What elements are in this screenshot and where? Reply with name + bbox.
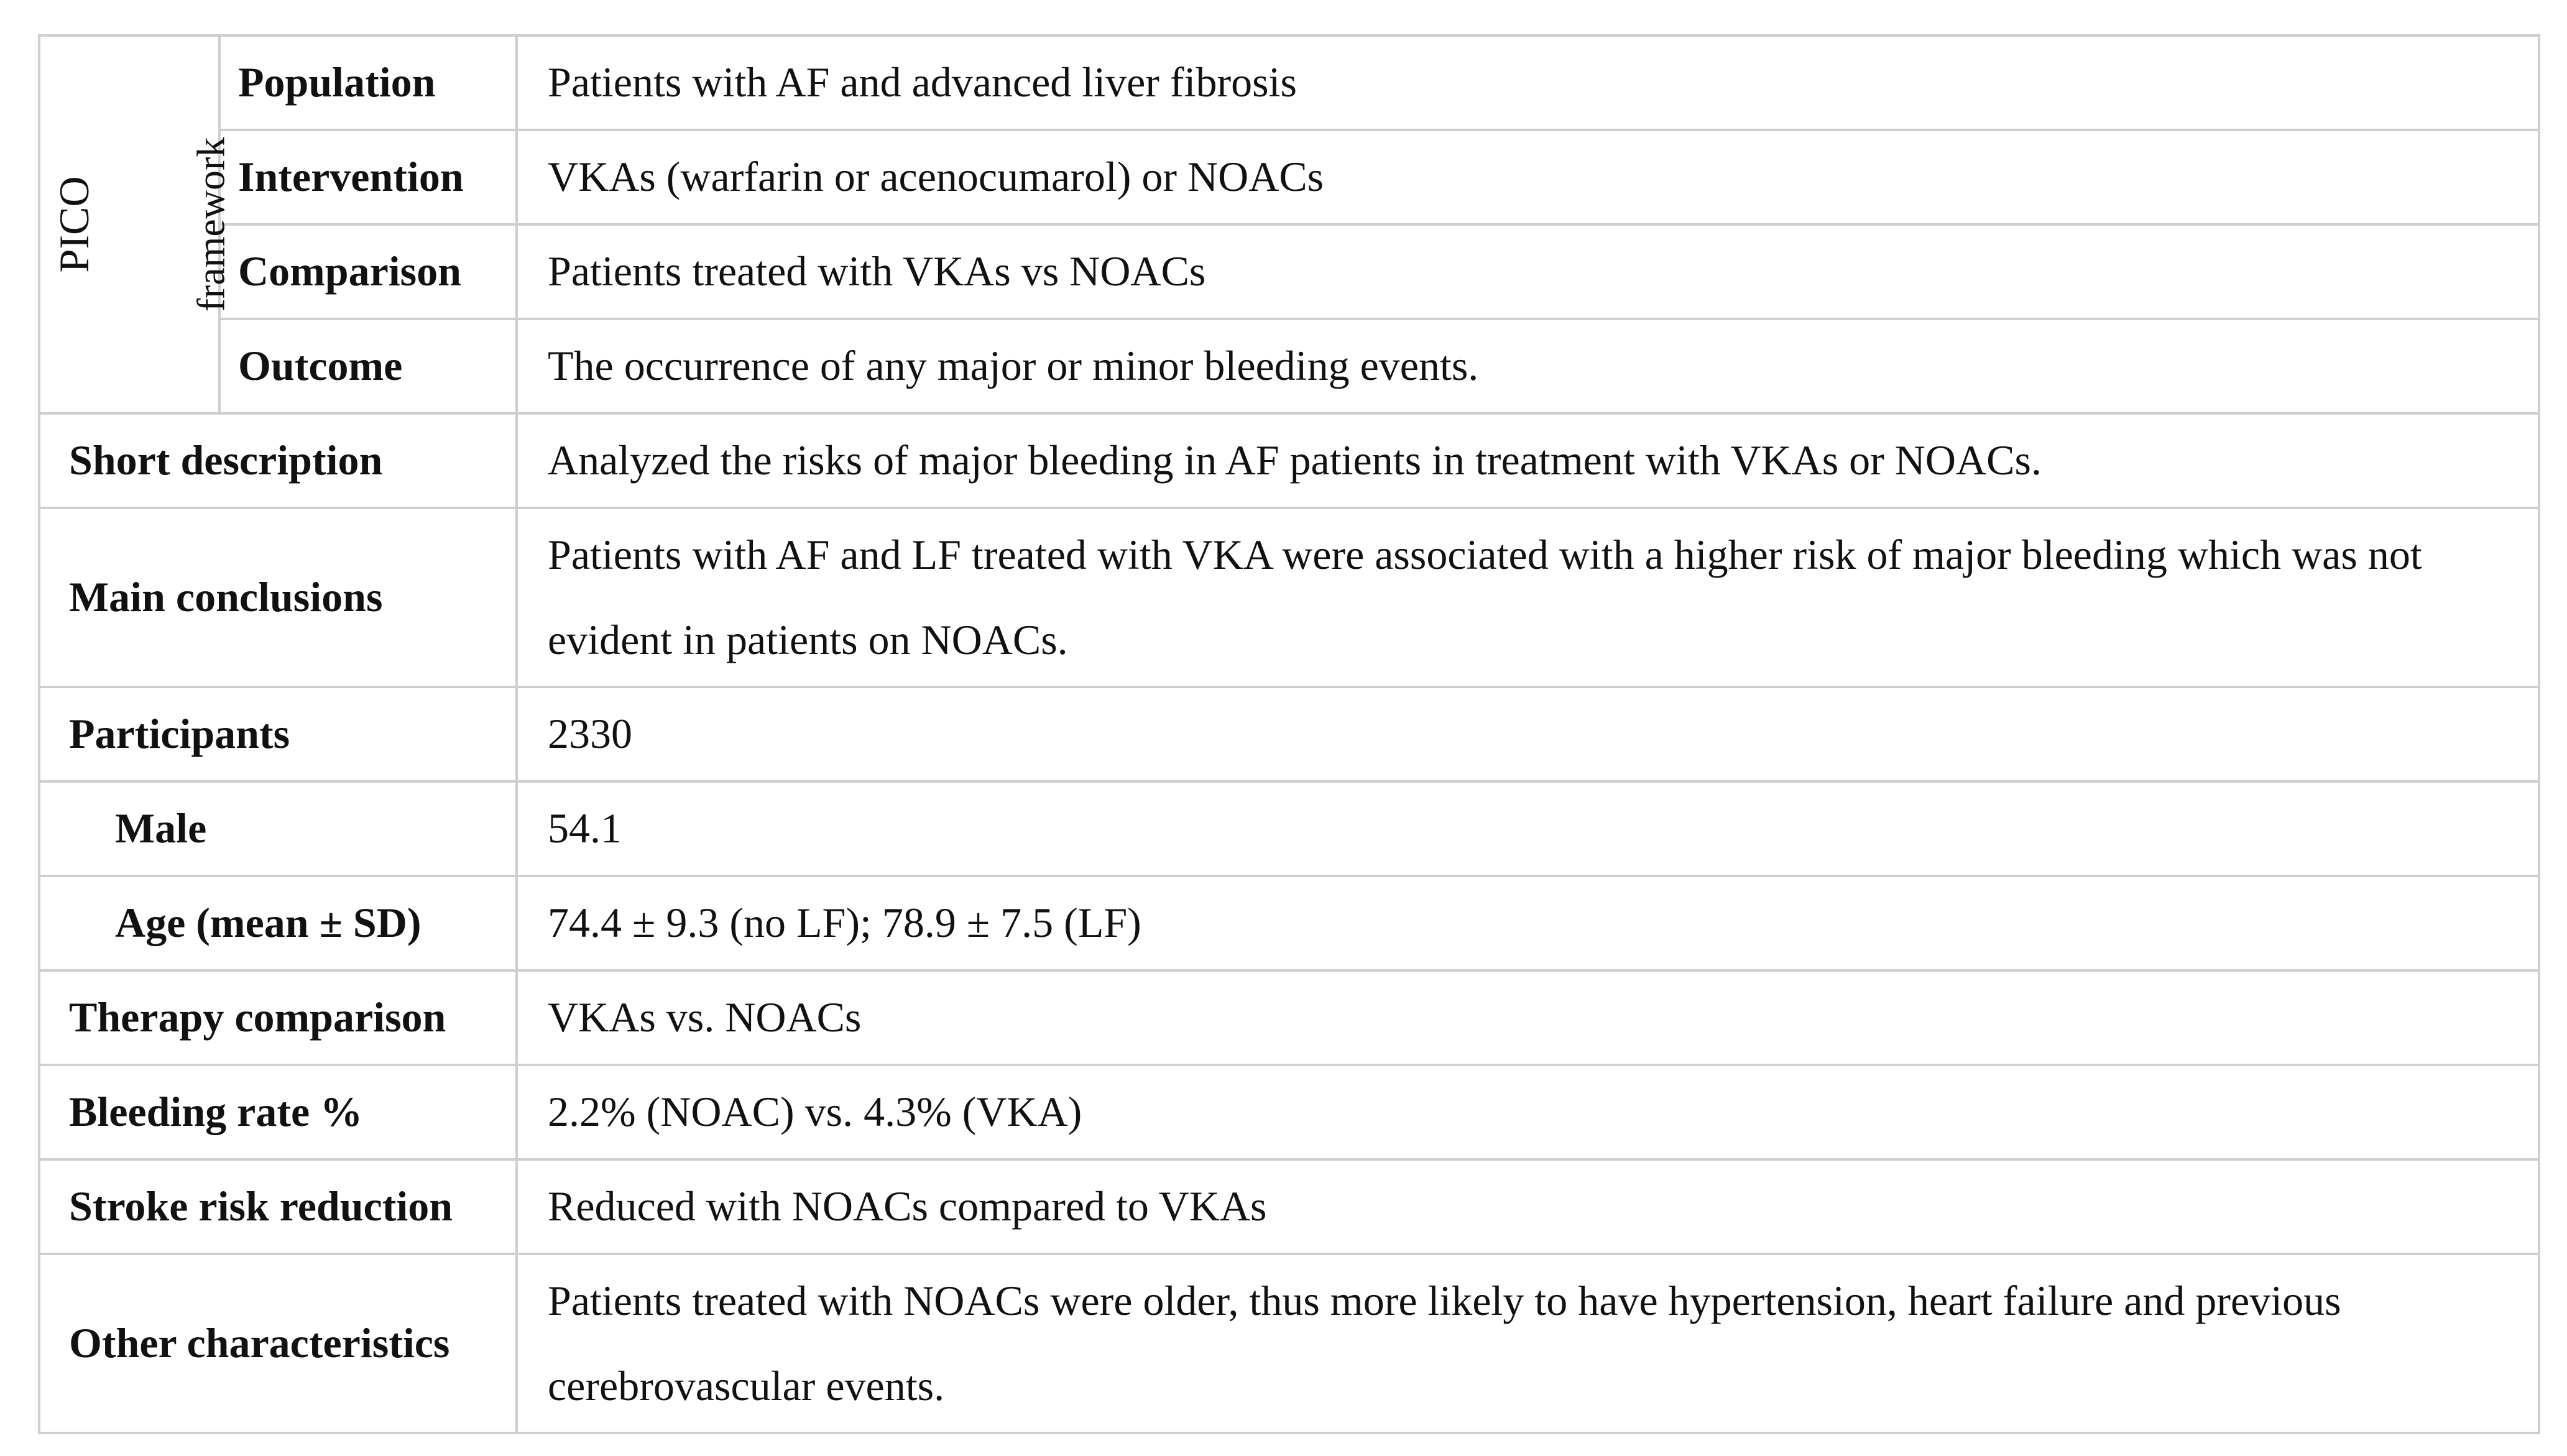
row-label-population: Population xyxy=(219,35,517,130)
row-value-male: 54.1 xyxy=(517,781,2539,876)
row-value-age: 74.4 ± 9.3 (no LF); 78.9 ± 7.5 (LF) xyxy=(517,876,2539,970)
table-row-population xyxy=(39,35,2539,130)
row-label-age: Age (mean ± SD) xyxy=(39,876,517,970)
table-row-other-characteristics xyxy=(39,1254,2539,1433)
row-value-short-description: Analyzed the risks of major bleeding in AF patients in treatment with VKAs or NOACs. xyxy=(517,413,2539,508)
row-label-main-conclusions: Main conclusions xyxy=(39,508,517,687)
table-row-outcome xyxy=(39,319,2539,413)
table-row-bleeding-rate xyxy=(39,1065,2539,1159)
row-label-male: Male xyxy=(39,781,517,876)
row-value-stroke-risk-reduction: Reduced with NOACs compared to VKAs xyxy=(517,1159,2539,1254)
table-row-participants xyxy=(39,687,2539,781)
row-label-therapy-comparison: Therapy comparison xyxy=(39,970,517,1065)
row-value-main-conclusions: Patients with AF and LF treated with VKA were associated with a higher risk of major bleeding which was not evident in patients on NOACs. xyxy=(517,508,2539,687)
pico-group-label: PICO xyxy=(50,176,98,273)
row-value-bleeding-rate: 2.2% (NOAC) vs. 4.3% (VKA) xyxy=(517,1065,2539,1159)
study-characteristics-table xyxy=(38,34,2540,1434)
table-row-intervention xyxy=(39,130,2539,224)
row-value-therapy-comparison: VKAs vs. NOACs xyxy=(517,970,2539,1065)
row-value-other-characteristics: Patients treated with NOACs were older, thus more likely to have hypertension, heart failure and previous cerebrovascular events. xyxy=(517,1254,2539,1433)
row-label-short-description: Short description xyxy=(39,413,517,508)
table-row-age xyxy=(39,876,2539,970)
row-value-intervention: VKAs (warfarin or acenocumarol) or NOACs xyxy=(517,130,2539,224)
table-row-therapy-comparison xyxy=(39,970,2539,1065)
row-label-participants: Participants xyxy=(39,687,517,781)
table-row-male xyxy=(39,781,2539,876)
table-row-stroke-risk-reduction xyxy=(39,1159,2539,1254)
row-label-comparison: Comparison xyxy=(219,224,517,319)
row-value-population: Patients with AF and advanced liver fibrosis xyxy=(517,35,2539,130)
row-label-outcome: Outcome xyxy=(219,319,517,413)
table-row-main-conclusions xyxy=(39,508,2539,687)
row-label-intervention: Intervention xyxy=(219,130,517,224)
row-label-stroke-risk-reduction: Stroke risk reduction xyxy=(39,1159,517,1254)
pico-framework-label: framework xyxy=(188,137,233,312)
pico-group-cell xyxy=(39,35,233,413)
row-value-participants: 2330 xyxy=(517,687,2539,781)
row-label-bleeding-rate: Bleeding rate % xyxy=(39,1065,517,1159)
table-row-comparison xyxy=(39,224,2539,319)
row-label-other-characteristics: Other characteristics xyxy=(39,1254,517,1433)
table-row-short-description xyxy=(39,413,2539,508)
row-value-comparison: Patients treated with VKAs vs NOACs xyxy=(517,224,2539,319)
row-value-outcome: The occurrence of any major or minor bleeding events. xyxy=(517,319,2539,413)
